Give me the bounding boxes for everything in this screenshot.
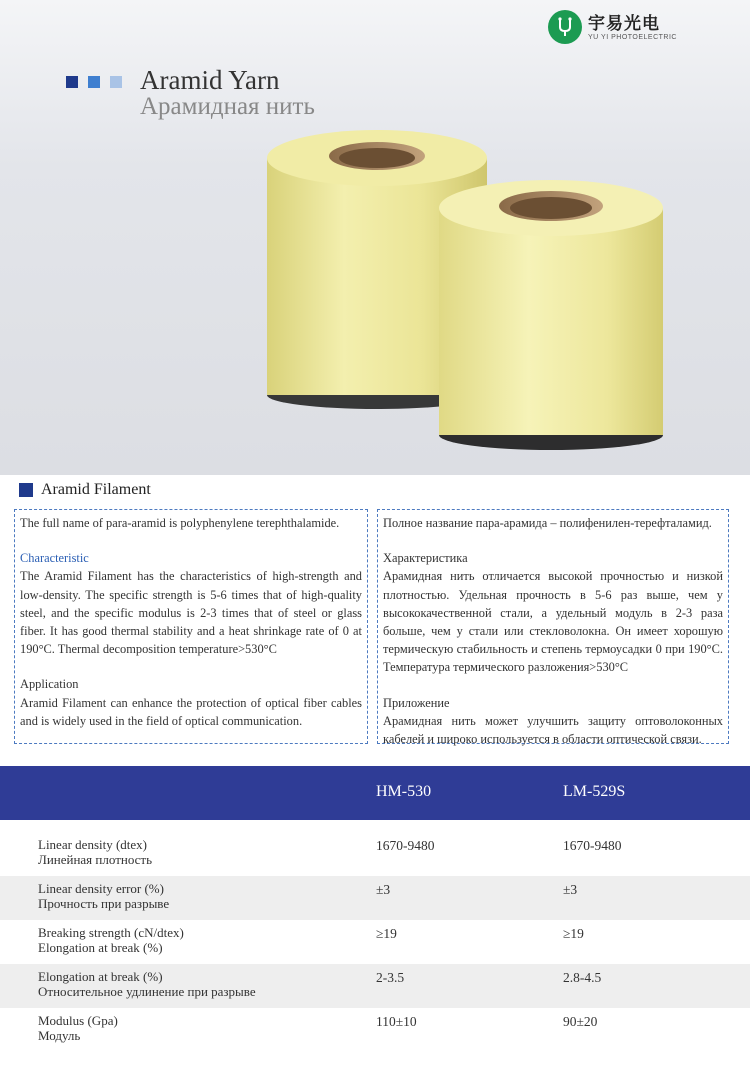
square-dark-icon bbox=[66, 76, 78, 88]
hero-banner bbox=[0, 0, 750, 475]
characteristic-text-ru: Арамидная нить отличается высокой прочностью и низкой плотностью. Удельная прочность в 5-6 раз выше, чем у высококачественной стали, а удельный модуль в 2-3 раза больше, чем у стали или стекловолокна. Он имеет хорошую термическую стабильность и степень термоусадки 0 при 190°C. Температура термического разложения>530°C bbox=[383, 569, 723, 675]
characteristic-heading-en: Characteristic bbox=[20, 551, 89, 566]
square-medium-icon bbox=[88, 76, 100, 88]
application-heading-en: Application bbox=[20, 677, 79, 692]
cell-lm529s: ±3 bbox=[563, 882, 578, 897]
row-label: Modulus (Gpa) bbox=[38, 1013, 118, 1028]
row-label-secondary: Модуль bbox=[38, 1028, 81, 1043]
table-row bbox=[0, 876, 750, 920]
column-header-lm529s: LM-529S bbox=[563, 783, 626, 800]
spec-table-header bbox=[0, 766, 750, 820]
cell-lm529s: ≥19 bbox=[563, 926, 584, 941]
intro-text-en: The full name of para-aramid is polyphenylene terephthalamide. bbox=[20, 516, 340, 530]
cell-lm529s: 2.8-4.5 bbox=[563, 970, 602, 985]
description-russian bbox=[377, 509, 729, 747]
characteristic-text-en: The Aramid Filament has the characteristics of high-strength and low-density. The specific strength is 5-6 times that of high-quality steel, and the specific modulus is 2-3 times that of steel or glass fiber. It has good thermal stability and a heat shrinkage rate of 0 at 190°C. Thermal decomposition temperature>530°C bbox=[20, 569, 362, 657]
section-title: Aramid Filament bbox=[41, 481, 151, 498]
column-header-hm530: HM-530 bbox=[376, 783, 432, 800]
title-decoration bbox=[66, 76, 122, 88]
table-row bbox=[0, 832, 750, 876]
row-label: Linear density (dtex) bbox=[38, 837, 148, 852]
cell-hm530: 2-3.5 bbox=[376, 970, 405, 985]
application-text-ru: Арамидная нить может улучшить защиту оптоволоконных кабелей и широко используется в области оптической связи. bbox=[383, 713, 723, 747]
row-label: Breaking strength (cN/dtex) bbox=[38, 925, 184, 940]
cell-hm530: ±3 bbox=[376, 882, 391, 897]
characteristic-heading-ru: Характеристика bbox=[383, 551, 468, 566]
page-title-en: Aramid Yarn bbox=[140, 65, 280, 95]
row-label: Linear density error (%) bbox=[38, 881, 164, 896]
cell-hm530: 110±10 bbox=[376, 1014, 417, 1029]
yarn-spools-image bbox=[260, 120, 690, 465]
cell-lm529s: 1670-9480 bbox=[563, 838, 622, 853]
row-label: Elongation at break (%) bbox=[38, 969, 163, 984]
row-label-secondary: Прочность при разрыве bbox=[38, 896, 170, 911]
spec-table bbox=[0, 766, 750, 1052]
brand-logo[interactable] bbox=[548, 10, 677, 44]
table-row bbox=[0, 1008, 750, 1052]
row-label-secondary: Линейная плотность bbox=[38, 852, 153, 867]
table-row bbox=[0, 920, 750, 964]
table-row bbox=[0, 964, 750, 1008]
brand-name-en: YU YI PHOTOELECTRIC bbox=[588, 33, 677, 41]
square-light-icon bbox=[110, 76, 122, 88]
intro-text-ru: Полное название пара-арамида – полифенилен-терефталамид. bbox=[383, 516, 712, 530]
front-spool bbox=[439, 180, 663, 450]
brand-name-cn: 宇易光电 bbox=[588, 13, 660, 34]
section-square-icon bbox=[19, 483, 33, 497]
section-header bbox=[19, 481, 151, 499]
row-label-secondary: Относительное удлинение при разрыве bbox=[38, 984, 256, 999]
row-label-secondary: Elongation at break (%) bbox=[38, 940, 163, 955]
application-heading-ru: Приложение bbox=[383, 695, 450, 710]
page-title-ru: Арамидная нить bbox=[140, 93, 315, 120]
application-text-en: Aramid Filament can enhance the protection of optical fiber cables and is widely used in the field of optical communication. bbox=[20, 695, 362, 728]
description-english bbox=[14, 509, 368, 744]
cell-lm529s: 90±20 bbox=[563, 1014, 598, 1029]
cell-hm530: 1670-9480 bbox=[376, 838, 435, 853]
cell-hm530: ≥19 bbox=[376, 926, 397, 941]
circuit-logo-icon bbox=[548, 10, 582, 44]
